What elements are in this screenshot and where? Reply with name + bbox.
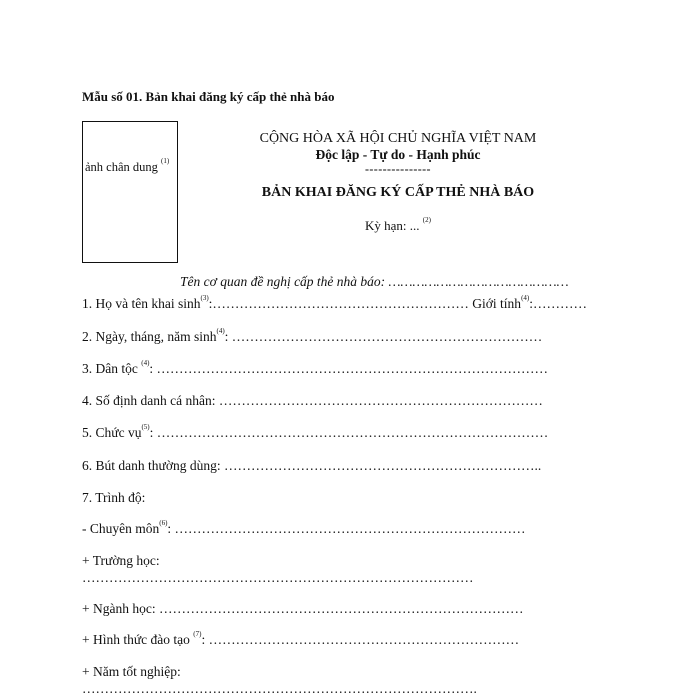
photo-label: ảnh chân dung $^{(1)}$ — [85, 157, 170, 174]
form-field-birth-date: 2. Ngày, tháng, năm $\sinh^{(4)}$: …………………………………………………………… — [82, 327, 543, 344]
document-title: BẢN KHAI ĐĂNG KÝ CẤP THẺ NHÀ BÁO — [261, 185, 535, 200]
header-divider: --------------- — [365, 162, 431, 176]
form-field-position: 5. Chức vụ$^{(5)}$: …………………………………………………………………………… — [82, 423, 549, 440]
national-title: CỘNG HÒA XÃ HỘI CHỦ NGHĨA VIỆT NAM — [259, 131, 537, 146]
form-field-school-blank: …………………………………………………………………………… — [82, 570, 474, 585]
term-line: Kỳ hạn: ... $^{(2)}$ — [365, 216, 431, 233]
form-field-graduation-blank: ……………………………………………………………………………. — [82, 681, 477, 696]
form-field-pen-name: 6. Bút danh thường dùng: …………………………………………………………….. — [82, 458, 542, 473]
form-field-qualification: 7. Trình độ: — [82, 490, 146, 505]
form-field-specialty: - Chuyên môn$^{(6)}$: …………………………………………………………………… — [82, 519, 526, 536]
portrait-photo-box — [82, 121, 178, 263]
form-field-ethnicity: 3. Dân tộc $^{(4)}$: …………………………………………………………………………… — [82, 359, 549, 376]
form-field-full-name: 1. Họ và tên khai $\sinh^{(3)}:\dots\dots\dots\dots\dots\dots\dots\dots\dots\dots\dots\dots\dots\dots\dots\dots\dots\dots\dots$ Giới tính$^{(4)}$:………… — [82, 294, 587, 311]
motto: Độc lập - Tự do - Hạnh phúc — [315, 147, 481, 162]
form-field-graduation-year: + Năm tốt nghiệp: — [82, 664, 181, 679]
form-field-personal-id: 4. Số định danh cá nhân: ……………………………………………………………… — [82, 393, 543, 408]
form-field-training-mode: + Hình thức đào tạo $^{(7)}$: …………………………………………………………… — [82, 630, 520, 647]
footnote-marker: (2) — [422, 216, 431, 224]
footnote-marker: (1) — [161, 157, 170, 165]
form-code-heading: Mẫu số 01. Bản khai đăng ký cấp thẻ nhà báo — [82, 89, 335, 104]
agency-line: Tên cơ quan đề nghị cấp thẻ nhà báo: ……………………………………… — [180, 274, 569, 289]
form-field-school: + Trường học: — [82, 553, 160, 568]
form-field-major: + Ngành học: ……………………………………………………………………… — [82, 601, 524, 616]
